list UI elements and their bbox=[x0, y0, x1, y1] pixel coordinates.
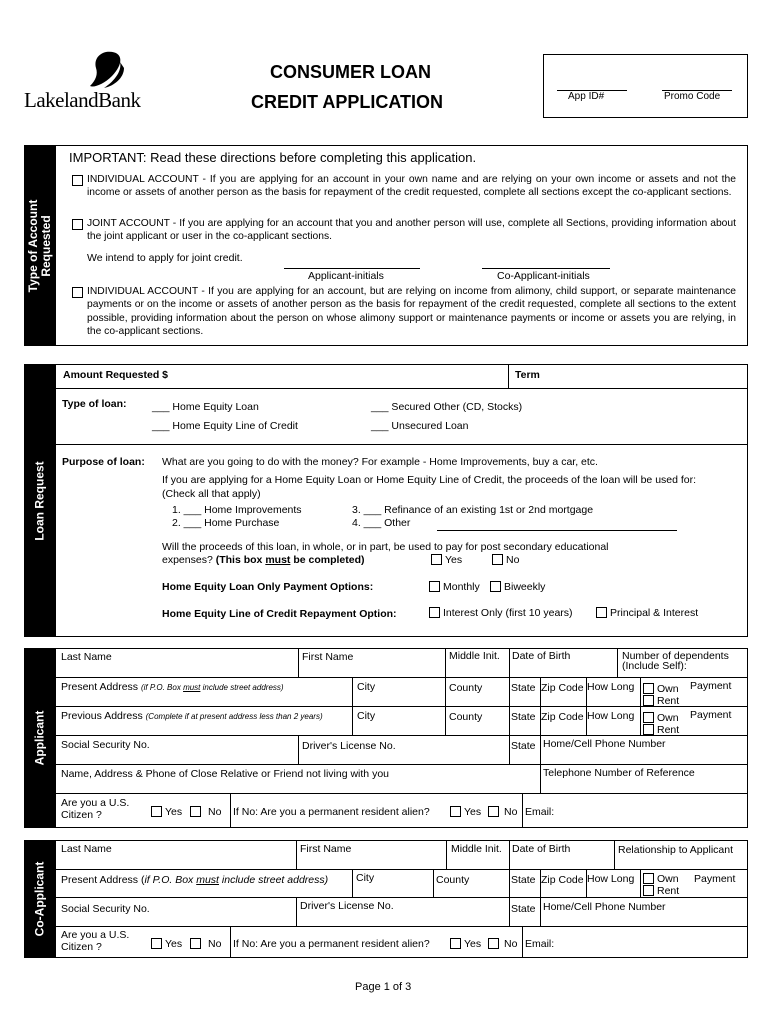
coapplicant-city[interactable]: City bbox=[356, 872, 375, 884]
education-question-line1: Will the proceeds of this loan, in whole, or in part, be used to pay for post secondary educational bbox=[162, 541, 609, 553]
sidebar-loan-request: Loan Request bbox=[24, 364, 56, 637]
applicant-present-own[interactable]: Own bbox=[643, 683, 679, 695]
bank-name: LakelandBank bbox=[24, 88, 141, 112]
monthly-checkbox[interactable]: Monthly bbox=[429, 581, 480, 593]
coapplicant-alien-yes[interactable]: Yes bbox=[450, 938, 481, 950]
joint-account-checkbox[interactable] bbox=[72, 219, 86, 231]
purpose-line1: If you are applying for a Home Equity Loan or Home Equity Line of Credit, the proceeds of the loan will be used for: bbox=[162, 474, 697, 486]
applicant-citizen-no[interactable]: No bbox=[190, 806, 221, 818]
applicant-email[interactable]: Email: bbox=[525, 806, 555, 818]
coapplicant-how-long[interactable]: How Long bbox=[587, 873, 635, 885]
option-secured-other[interactable]: ___ Secured Other (CD, Stocks) bbox=[371, 401, 523, 413]
coapplicant-last-name[interactable]: Last Name bbox=[61, 843, 112, 855]
applicant-present-state[interactable]: State bbox=[511, 682, 536, 694]
applicant-alien-no[interactable]: No bbox=[488, 806, 517, 818]
individual-account-text: INDIVIDUAL ACCOUNT - If you are applying for an account in your own name and are relying on your own income or assets and not the income or assets of another person as the basis for repayment of the credit requested, complete all sections except the co-applicant sections. bbox=[87, 174, 736, 199]
purpose-line2: (Check all that apply) bbox=[162, 488, 261, 500]
applicant-close-relative[interactable]: Name, Address & Phone of Close Relative or Friend not living with you bbox=[61, 768, 389, 780]
coapplicant-state[interactable]: State bbox=[511, 903, 536, 915]
applicant-us-citizen: Are you a U.S. Citizen ? bbox=[61, 797, 130, 821]
applicant-present-address[interactable]: Present Address (if P.O. Box must include street address) bbox=[61, 681, 284, 693]
type-of-loan-label: Type of loan: bbox=[62, 398, 127, 410]
coapplicant-payment[interactable]: Payment bbox=[694, 873, 736, 885]
form-title-line1: CONSUMER LOAN bbox=[270, 62, 431, 82]
page-number: Page 1 of 3 bbox=[355, 981, 412, 993]
applicant-state[interactable]: State bbox=[511, 740, 536, 752]
applicant-middle-init[interactable]: Middle Init. bbox=[449, 650, 500, 662]
applicant-ssn[interactable]: Social Security No. bbox=[61, 739, 150, 751]
applicant-first-name[interactable]: First Name bbox=[302, 651, 354, 663]
coapplicant-citizen-yes[interactable]: Yes bbox=[151, 938, 182, 950]
applicant-dependents[interactable]: Number of dependents (Include Self): bbox=[622, 650, 729, 672]
sidebar-coapplicant: Co-Applicant bbox=[24, 840, 56, 958]
option-home-purchase[interactable]: 2. ___ Home Purchase bbox=[172, 517, 280, 529]
applicant-present-zip[interactable]: Zip Code bbox=[541, 682, 584, 694]
hel-payment-options-label: Home Equity Loan Only Payment Options: bbox=[162, 581, 374, 593]
individual-account-checkbox[interactable] bbox=[72, 175, 86, 187]
sidebar-account-type: Type of Account Requested bbox=[24, 145, 56, 346]
other-purpose-line[interactable] bbox=[437, 530, 677, 531]
applicant-dob[interactable]: Date of Birth bbox=[512, 650, 571, 662]
coapplicant-alien-no[interactable]: No bbox=[488, 938, 517, 950]
applicant-previous-zip[interactable]: Zip Code bbox=[541, 711, 584, 723]
applicant-previous-city[interactable]: City bbox=[357, 710, 376, 722]
bank-logo bbox=[24, 50, 184, 112]
coapplicant-resident-alien: If No: Are you a permanent resident alien? bbox=[233, 938, 430, 950]
applicant-previous-how-long[interactable]: How Long bbox=[587, 710, 635, 722]
amount-requested-label: Amount Requested $ bbox=[63, 369, 169, 381]
coapplicant-relationship[interactable]: Relationship to Applicant bbox=[618, 844, 733, 856]
coapplicant-county[interactable]: County bbox=[436, 874, 470, 886]
applicant-previous-own[interactable]: Own bbox=[643, 712, 679, 724]
purpose-question: What are you going to do with the money? For example - Home Improvements, buy a car, etc. bbox=[162, 456, 598, 468]
coapplicant-email[interactable]: Email: bbox=[525, 938, 555, 950]
coapplicant-present-state[interactable]: State bbox=[511, 874, 536, 886]
coapplicant-dob[interactable]: Date of Birth bbox=[512, 843, 571, 855]
applicant-present-payment[interactable]: Payment bbox=[690, 680, 732, 692]
applicant-present-rent[interactable]: Rent bbox=[643, 695, 679, 707]
coapplicant-drivers-license[interactable]: Driver's License No. bbox=[300, 900, 394, 912]
applicant-previous-county[interactable]: County bbox=[449, 711, 483, 723]
applicant-resident-alien: If No: Are you a permanent resident alien? bbox=[233, 806, 430, 818]
individual-alimony-text: INDIVIDUAL ACCOUNT - If you are applying for an account, but are relying on income from alimony, child support, or separate maintenance payments or on the income or assets of another person as the basis for repayment of the credit requested, complete all sections to the extent possible, providing information about the person on whose alimony support or maintenance payments or income or assets you are relying, in the co-applicant sections. bbox=[87, 286, 736, 337]
app-id-label: App ID# bbox=[568, 91, 605, 102]
joint-account-text: JOINT ACCOUNT - If you are applying for an account that you and another person will use, complete all Sections, providing information about the joint applicant or user in the co-applicant sections. bbox=[87, 218, 736, 243]
applicant-initials-label: Applicant-initials bbox=[308, 270, 384, 282]
coapplicant-middle-init[interactable]: Middle Init. bbox=[451, 843, 502, 855]
applicant-home-cell-phone[interactable]: Home/Cell Phone Number bbox=[543, 738, 666, 750]
education-yes-checkbox[interactable]: Yes bbox=[431, 554, 462, 566]
coapplicant-us-citizen: Are you a U.S. Citizen ? bbox=[61, 929, 130, 953]
applicant-present-county[interactable]: County bbox=[449, 682, 483, 694]
applicant-initials-line[interactable] bbox=[284, 268, 420, 269]
individual-alimony-checkbox[interactable] bbox=[72, 287, 86, 299]
applicant-previous-payment[interactable]: Payment bbox=[690, 709, 732, 721]
applicant-present-how-long[interactable]: How Long bbox=[587, 681, 635, 693]
principal-interest-checkbox[interactable]: Principal & Interest bbox=[596, 607, 698, 619]
education-no-checkbox[interactable]: No bbox=[492, 554, 519, 566]
app-id-box bbox=[543, 54, 748, 118]
option-refinance[interactable]: 3. ___ Refinance of an existing 1st or 2nd mortgage bbox=[352, 504, 594, 516]
interest-only-checkbox[interactable]: Interest Only (first 10 years) bbox=[429, 607, 573, 619]
sidebar-applicant: Applicant bbox=[24, 648, 56, 828]
option-home-equity-loan[interactable]: ___ Home Equity Loan bbox=[152, 401, 259, 413]
bank-logo-icon bbox=[24, 50, 184, 90]
applicant-last-name[interactable]: Last Name bbox=[61, 651, 112, 663]
option-heloc[interactable]: ___ Home Equity Line of Credit bbox=[152, 420, 298, 432]
coapplicant-ssn[interactable]: Social Security No. bbox=[61, 903, 150, 915]
option-unsecured-loan[interactable]: ___ Unsecured Loan bbox=[371, 420, 469, 432]
purpose-of-loan-label: Purpose of loan: bbox=[62, 456, 145, 468]
coapplicant-rent[interactable]: Rent bbox=[643, 885, 679, 897]
coapplicant-initials-label: Co-Applicant-initials bbox=[497, 270, 590, 282]
coapplicant-zip[interactable]: Zip Code bbox=[541, 874, 584, 886]
option-other[interactable]: 4. ___ Other bbox=[352, 517, 411, 529]
form-title-line2: CREDIT APPLICATION bbox=[251, 92, 443, 112]
education-question-line2: expenses? (This box must be completed) bbox=[162, 554, 365, 566]
joint-intent: We intend to apply for joint credit. bbox=[87, 252, 243, 264]
important-notice: IMPORTANT: Read these directions before completing this application. bbox=[69, 150, 477, 165]
option-home-improvements[interactable]: 1. ___ Home Improvements bbox=[172, 504, 302, 516]
coapplicant-citizen-no[interactable]: No bbox=[190, 938, 221, 950]
applicant-alien-yes[interactable]: Yes bbox=[450, 806, 481, 818]
biweekly-checkbox[interactable]: Biweekly bbox=[490, 581, 545, 593]
applicant-tel-reference[interactable]: Telephone Number of Reference bbox=[543, 767, 695, 779]
applicant-previous-address[interactable]: Previous Address (Complete if at present address less than 2 years) bbox=[61, 710, 323, 722]
applicant-present-city[interactable]: City bbox=[357, 681, 376, 693]
term-label: Term bbox=[515, 369, 540, 381]
coapplicant-first-name[interactable]: First Name bbox=[300, 843, 352, 855]
applicant-previous-state[interactable]: State bbox=[511, 711, 536, 723]
coapplicant-home-cell-phone[interactable]: Home/Cell Phone Number bbox=[543, 901, 666, 913]
heloc-repayment-label: Home Equity Line of Credit Repayment Option: bbox=[162, 608, 397, 620]
applicant-citizen-yes[interactable]: Yes bbox=[151, 806, 182, 818]
applicant-previous-rent[interactable]: Rent bbox=[643, 724, 679, 736]
coapplicant-own[interactable]: Own bbox=[643, 873, 679, 885]
coapplicant-initials-line[interactable] bbox=[482, 268, 610, 269]
promo-code-label: Promo Code bbox=[664, 91, 721, 102]
applicant-drivers-license[interactable]: Driver's License No. bbox=[302, 740, 396, 752]
coapplicant-present-address[interactable]: Present Address (if P.O. Box must include street address) bbox=[61, 874, 329, 886]
